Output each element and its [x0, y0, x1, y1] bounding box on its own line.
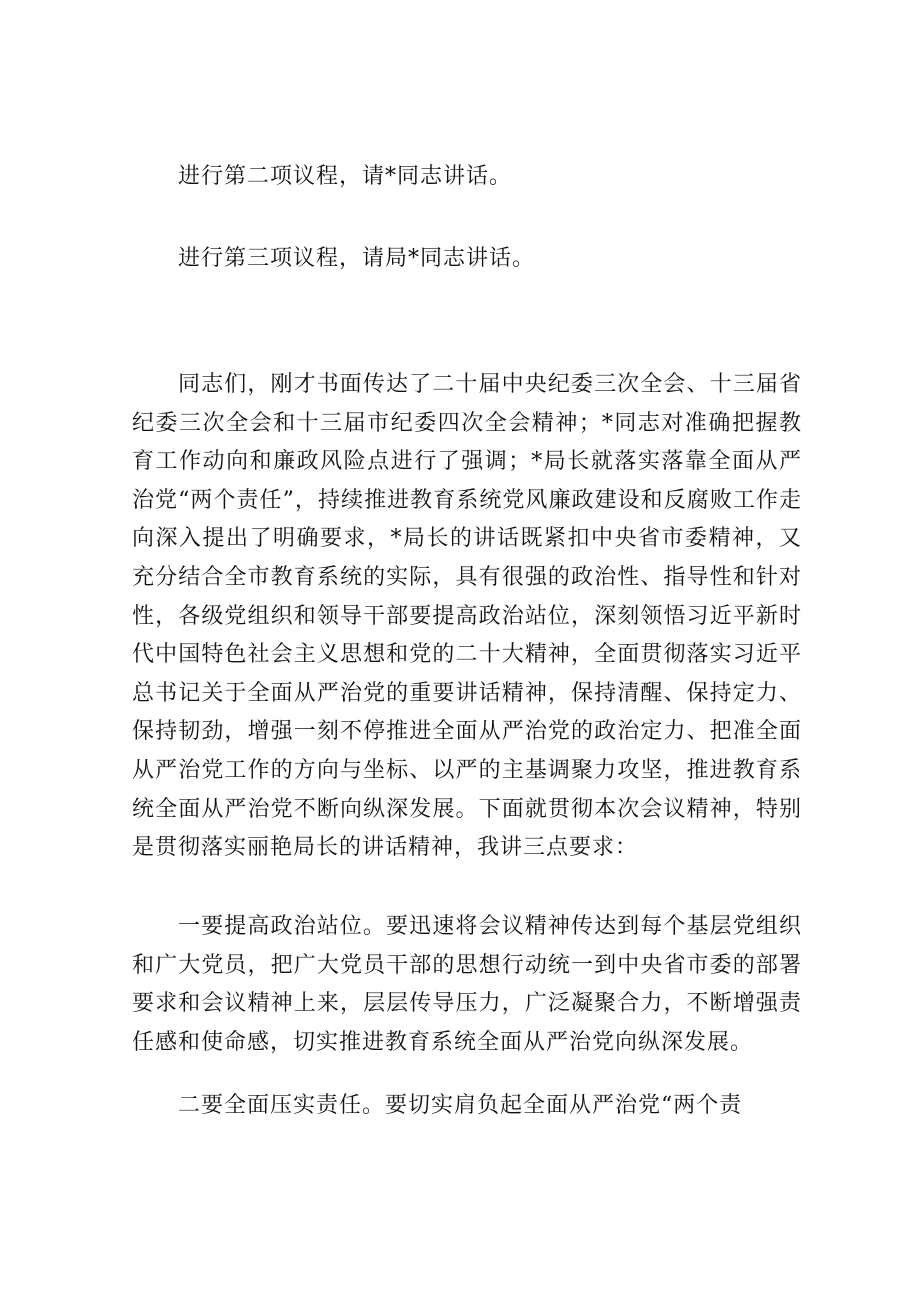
speech-intro-paragraph: 同志们，刚才书面传达了二十届中央纪委三次全会、十三届省纪委三次全会和十三届市纪委四次全会精神；*同志对准确把握教育工作动向和廉政风险点进行了强调；*局长就落实落靠全面从严治党“两个责任”，持续推进教育系统党风廉政建设和反腐败工作走向深入提出了明确要求，*局长的讲话既紧扣中央省市委精神，又充分结合全市教育系统的实际，具有很强的政治性、指导性和针对性，各级党组织和领导干部要提高政治站位，深刻领悟习近平新时代中国特色社会主义思想和党的二十大精神，全面贯彻落实习近平总书记关于全面从严治党的重要讲话精神，保持清醒、保持定力、保持韧劲，增强一刻不停推进全面从严治党的政治定力、把准全面从严治党工作的方向与坐标、以严的主基调聚力攻坚，推进教育系统全面从严治党不断向纵深发展。下面就贯彻本次会议精神，特别是贯彻落实丽艳局长的讲话精神，我讲三点要求： [132, 372, 802, 861]
agenda-item-two: 进行第二项议程，请*同志讲话。 [178, 164, 513, 189]
requirement-two-paragraph: 二要全面压实责任。要切实肩负起全面从严治党“两个责 [178, 1093, 743, 1118]
requirement-one-paragraph: 一要提高政治站位。要迅速将会议精神传达到每个基层党组织和广大党员，把广大党员干部的思想行动统一到中央省市委的部署要求和会议精神上来，层层传导压力，广泛凝聚合力，不断增强责任感和使命感，切实推进教育系统全面从严治党向纵深发展。 [132, 914, 802, 1055]
agenda-item-three: 进行第三项议程，请局*同志讲话。 [178, 246, 536, 271]
